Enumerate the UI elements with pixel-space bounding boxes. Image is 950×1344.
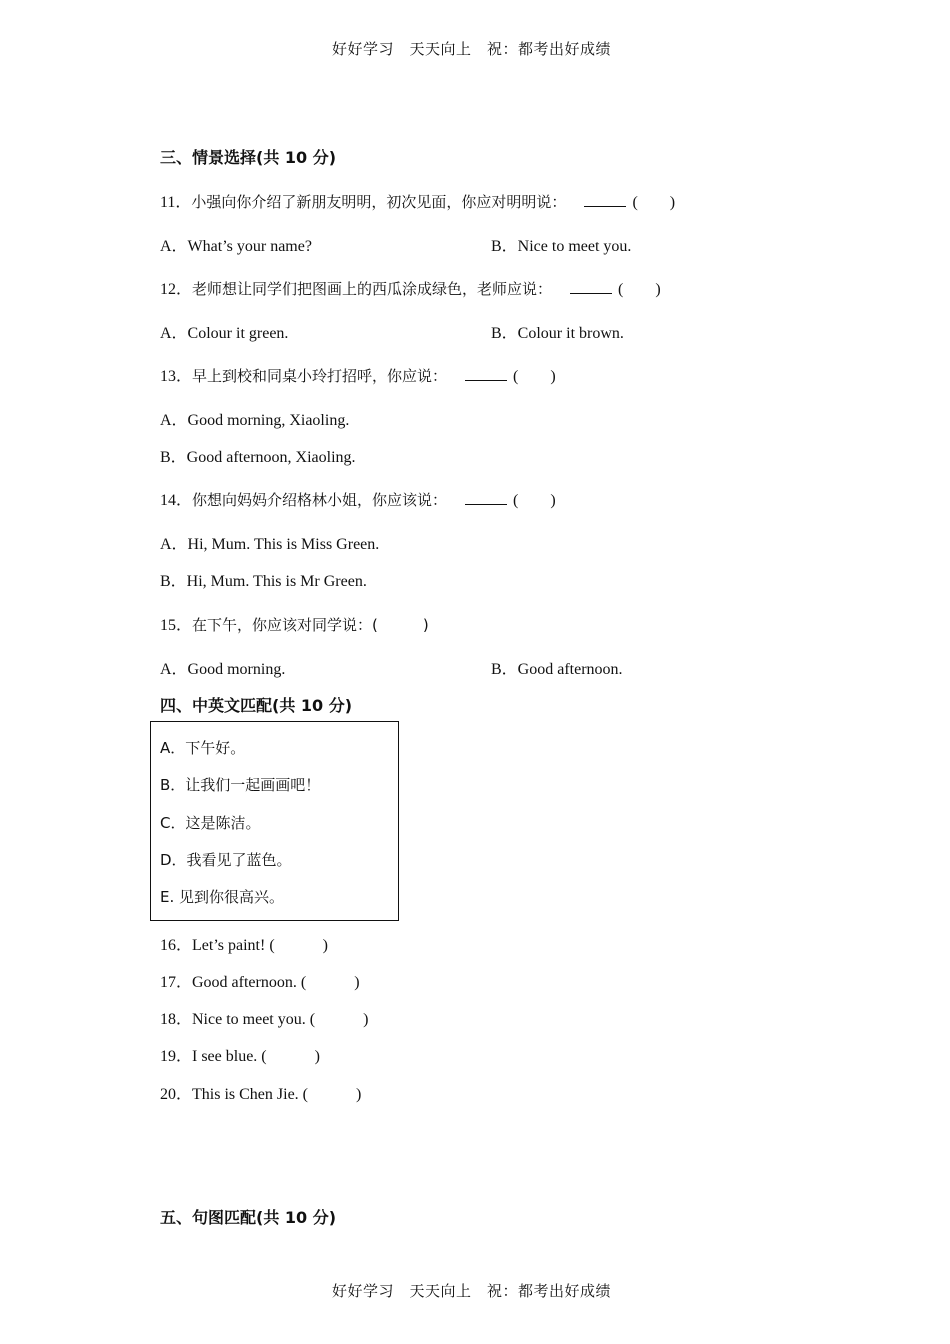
option-a: A．Colour it green. (160, 325, 289, 342)
match-option: D．我看见了蓝色。 (160, 851, 292, 869)
match-item: 17．Good afternoon. ( ) (160, 974, 360, 991)
option-a: A．Good morning. (160, 661, 286, 678)
question-stem: 你想向妈妈介绍格林小姐，你应该说： (192, 491, 448, 509)
answer-paren: ( ) (513, 368, 556, 385)
question-14 (160, 487, 556, 510)
match-item: 16．Let’s paint! ( ) (160, 937, 328, 954)
answer-blank (465, 379, 507, 381)
match-option: A．下午好。 (160, 739, 246, 757)
question-number: 14． (160, 492, 193, 509)
match-item: 18．Nice to meet you. ( ) (160, 1011, 369, 1028)
question-stem: 在下午，你应该对同学说：( ) (192, 616, 429, 634)
question-stem: 老师想让同学们把图画上的西瓜涂成绿色，老师应说： (192, 280, 553, 298)
question-number: 12． (160, 281, 193, 298)
answer-paren: ( ) (632, 194, 676, 211)
question-12 (160, 276, 661, 299)
page-footer: 好好学习 天天向上 祝：都考出好成绩 (332, 1282, 612, 1300)
page-header: 好好学习 天天向上 祝：都考出好成绩 (332, 40, 612, 58)
question-number: 15． (160, 617, 193, 634)
option-b: B．Good afternoon, Xiaoling. (160, 449, 356, 466)
section-5-title: 五、句图匹配(共 10 分) (160, 1208, 337, 1227)
answer-paren: ( ) (513, 492, 556, 509)
option-b: B．Nice to meet you. (491, 238, 632, 255)
match-option: E. 见到你很高兴。 (160, 888, 285, 906)
question-11 (160, 189, 675, 212)
match-item: 19．I see blue. ( ) (160, 1048, 320, 1065)
section-3-title: 三、情景选择(共 10 分) (160, 148, 337, 167)
match-option: C．这是陈洁。 (160, 814, 261, 832)
question-stem: 早上到校和同桌小玲打招呼，你应说： (192, 367, 448, 385)
answer-blank (465, 503, 507, 505)
option-a: A．What’s your name? (160, 238, 312, 255)
option-a: A．Hi, Mum. This is Miss Green. (160, 536, 380, 553)
question-number: 11． (160, 194, 192, 211)
answer-blank (584, 205, 626, 207)
option-b: B．Colour it brown. (491, 325, 624, 342)
question-stem: 小强向你介绍了新朋友明明，初次见面，你应对明明说： (191, 193, 567, 211)
answer-paren: ( ) (618, 281, 661, 298)
match-item: 20．This is Chen Jie. ( ) (160, 1086, 362, 1103)
section-4-title: 四、中英文匹配(共 10 分) (160, 696, 353, 715)
question-number: 13． (160, 368, 193, 385)
match-option: B．让我们一起画画吧！ (160, 776, 321, 794)
option-b: B．Good afternoon. (491, 661, 623, 678)
answer-blank (570, 292, 612, 294)
question-15 (160, 612, 429, 635)
option-a: A．Good morning, Xiaoling. (160, 412, 350, 429)
question-13 (160, 363, 556, 386)
option-b: B．Hi, Mum. This is Mr Green. (160, 573, 367, 590)
